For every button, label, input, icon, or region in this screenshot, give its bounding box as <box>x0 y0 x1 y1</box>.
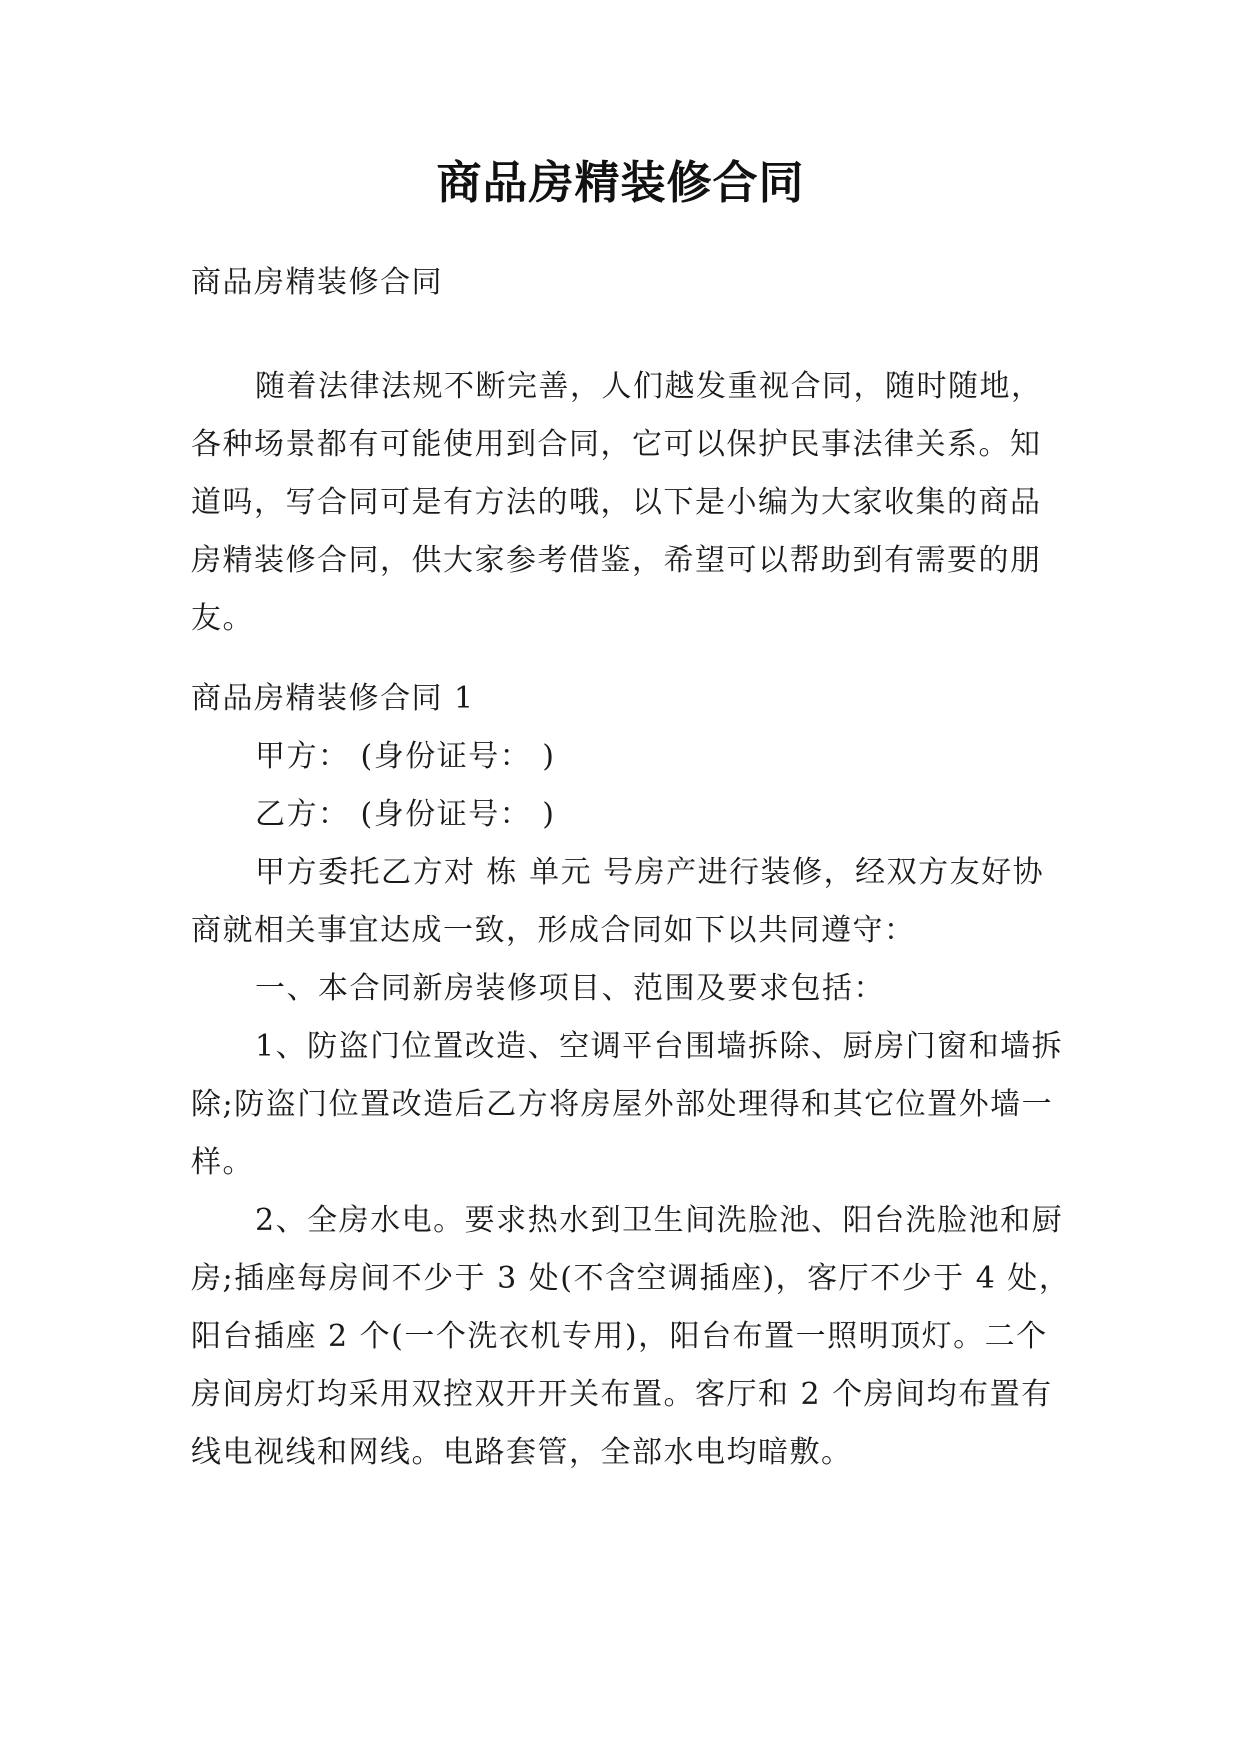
clause-item-1: 1、防盗门位置改造、空调平台围墙拆除、厨房门窗和墙拆除;防盗门位置改造后乙方将房屋外部处理得和其它位置外墙一样。 <box>191 1029 1064 1180</box>
section-heading: 商品房精装修合同 1 <box>191 681 475 716</box>
party-b-line: 乙方： (身份证号： ) <box>255 797 556 832</box>
preamble-paragraph: 甲方委托乙方对 栋 单元 号房产进行装修，经双方友好协商就相关事宜达成一致，形成合同如下以共同遵守： <box>191 855 1045 948</box>
intro-paragraph: 随着法律法规不断完善，人们越发重视合同，随时随地，各种场景都有可能使用到合同，它可以保护民事法律关系。知道吗，写合同可是有方法的哦，以下是小编为大家收集的商品房精装修合同，供大家参考借鉴，希望可以帮助到有需要的朋友。 <box>191 369 1043 636</box>
party-a-line: 甲方： (身份证号： ) <box>255 739 556 774</box>
clause-heading: 一、本合同新房装修项目、范围及要求包括： <box>255 971 885 1006</box>
document-subtitle: 商品房精装修合同 <box>191 265 443 300</box>
document-title: 商品房精装修合同 <box>436 156 805 209</box>
clause-item-2: 2、全房水电。要求热水到卫生间洗脸池、阳台洗脸池和厨房;插座每房间不少于 3 处(不含空调插座)，客厅不少于 4 处，阳台插座 2 个(一个洗衣机专用)，阳台布置一照明顶灯。二个房间房灯均采用双控双开开关布置。客厅和 2 个房间均布置有线电视线和网线。电路套管，全部水电均暗敷。 <box>191 1203 1071 1470</box>
